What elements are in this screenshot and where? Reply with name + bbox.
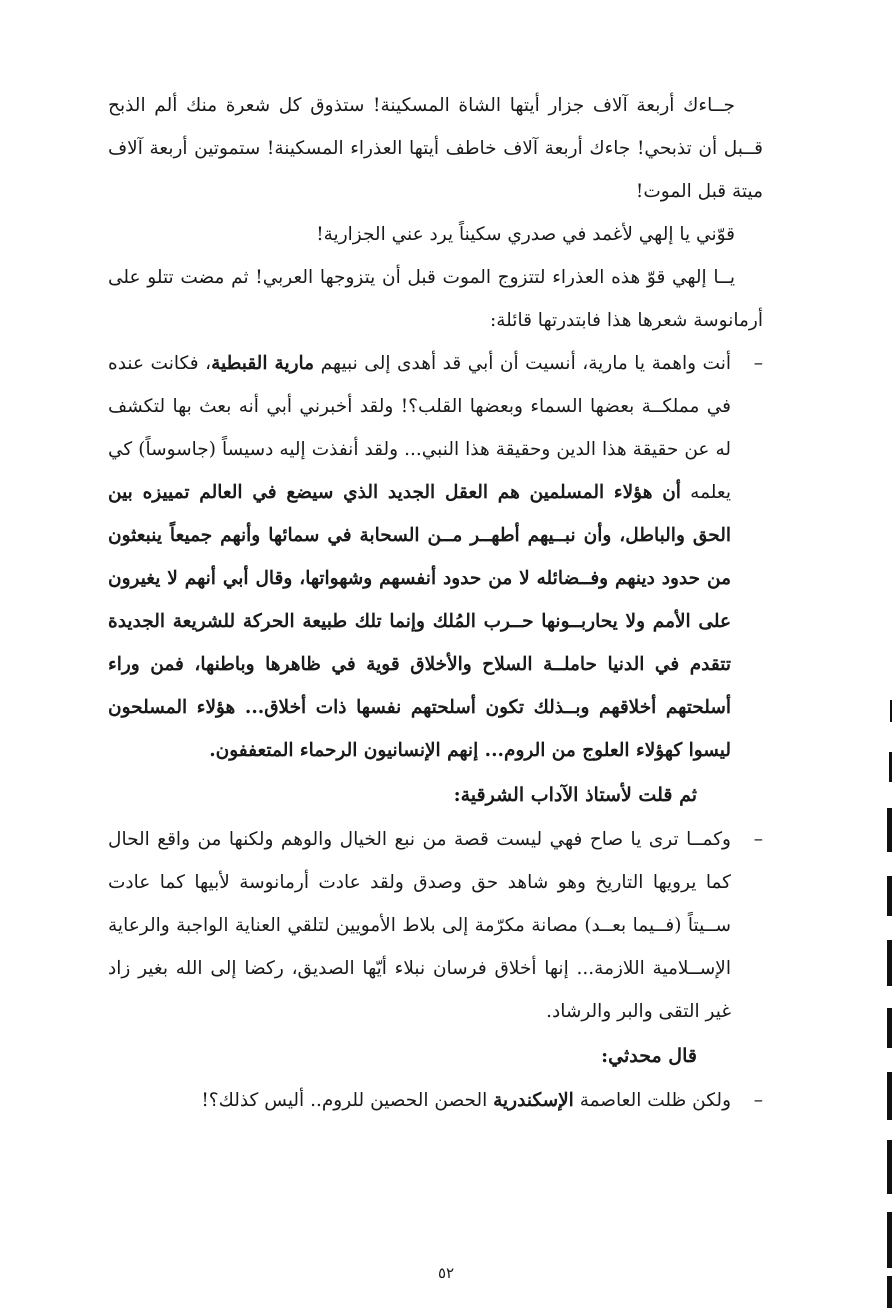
paragraph-lament: جــاءك أربعة آلاف جزار أيتها الشاة المسكينة! ستذوق كل شعرة منك ألم الذبح قــبل أن تذبحي! جاءك أربعة آلاف خاطف أيتها العذراء المسكينة! ستموتين أربعة آلاف ميتة قبل الموت! bbox=[108, 95, 763, 202]
page-number: ٥٢ bbox=[437, 1264, 455, 1282]
scan-edge-mark bbox=[887, 1140, 892, 1194]
dash-marker: – bbox=[753, 829, 763, 850]
paragraph-narration: يــا إلهي قوّ هذه العذراء لتتزوج الموت قبل أن يتزوجها العربي! ثم مضت تتلو على أرمانوسة شعرها هذا فابتدرتها قائلة: bbox=[108, 267, 763, 331]
scan-edge-mark bbox=[887, 1212, 892, 1268]
document-page bbox=[108, 84, 763, 1122]
scan-edge-mark bbox=[887, 940, 892, 986]
dialogue-text: وكمــا ترى يا صاح فهي ليست قصة من نبع الخيال والوهم ولكنها من واقع الحال كما يرويها التاريخ وهو شاهد حق وصدق ولقد عادت أرمانوسة لأبيها كما عادت ســيتاً (فــيما بعــد) مصانة مكرّمة إلى بلاط الأمويين لتلقي العناية الواجبة والرعاية الإســلامية اللازمة... إنها أخلاق فرسان نبلاء أيّها الصديق، ركضا إلى الله بغير زاد غير التقى والبر والرشاد. bbox=[108, 829, 731, 1022]
dialogue-text: الحصن الحصين للروم.. أليس كذلك؟! bbox=[201, 1090, 494, 1111]
dialogue-text: ولكن ظلت العاصمة bbox=[573, 1090, 731, 1111]
dash-marker: – bbox=[753, 353, 763, 374]
dialogue-bold-text: أن هؤلاء المسلمين هم العقل الجديد الذي سيضع في العالم تمييزه بين الحق والباطل، وأن نبــيهم أطهــر مــن السحابة في سمائها وأنهم جميعاً ينبعثون من حدود دينهم وفــضائله لا من حدود أنفسهم وشهواتها، وقال أبي أنهم لا يغيرون على الأمم ولا يحاربــونها حــرب المُلك وإنما تلك طبيعة الحركة للشريعة الجديدة تتقدم في الدنيا حاملــة السلاح والأخلاق قوية في ظاهرها وباطنها، فمن وراء أسلحتهم أخلاقهم وبــذلك تكون أسلحتهم نفسها ذات أخلاق... هؤلاء المسلحون ليسوا كهؤلاء العلوج من الروم... إنهم الإنسانيون الرحماء المتعففون. bbox=[108, 482, 731, 761]
dialogue-text: ، فكانت عنده في مملكــة بعضها السماء وبعضها القلب؟! ولقد أخبرني أبي أنه بعث بها لتكشف له عن حقيقة هذا الدين وحقيقة هذا النبي... ولقد أنفذت إليه دسيساً (جاسوساً) كي يعلمه bbox=[108, 353, 731, 503]
paragraph-prayer: قوّني يا إلهي لأغمد في صدري سكيناً يرد عني الجزارية! bbox=[316, 224, 735, 245]
scan-edge-mark bbox=[887, 1072, 892, 1120]
dialogue-text: أنت واهمة يا مارية، أنسيت أن أبي قد أهدى إلى نبيهم bbox=[314, 353, 731, 374]
scan-edge-mark bbox=[887, 1276, 892, 1308]
scan-edge-mark bbox=[887, 876, 892, 916]
scan-edge-mark bbox=[887, 808, 892, 852]
dialogue-question bbox=[108, 1079, 763, 1122]
dash-marker: – bbox=[753, 1090, 763, 1111]
name-alexandria: الإسكندرية bbox=[493, 1090, 574, 1111]
name-maria-qibtiya: مارية القبطية bbox=[211, 353, 315, 374]
dialogue-narrator bbox=[108, 818, 763, 1033]
scan-edge-mark bbox=[887, 1008, 892, 1048]
dialogue-armanousa bbox=[108, 342, 763, 772]
heading-interlocutor: قال محدثي: bbox=[601, 1045, 697, 1067]
heading-professor: ثم قلت لأستاذ الآداب الشرقية: bbox=[453, 784, 697, 806]
